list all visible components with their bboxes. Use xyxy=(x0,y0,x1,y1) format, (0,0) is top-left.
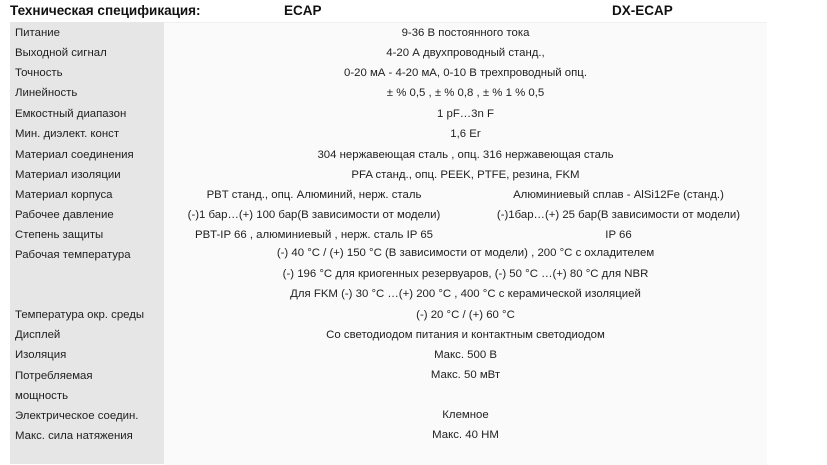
value-connection-material: 304 нержавеющая сталь , опц. 316 нержавеющая сталь xyxy=(317,149,614,161)
value-power: 9-36 В постоянного тока xyxy=(401,27,530,39)
spec-title: Техническая спецификация: xyxy=(10,3,201,18)
label-power-consumption: Потребляемая xyxy=(15,370,93,382)
value-protection-dx: IP 66 xyxy=(605,229,632,241)
label-ambient-temperature: Температура окр. среды xyxy=(15,309,145,321)
label-display: Дисплей xyxy=(15,329,61,341)
value-insulation-material: PFA станд., опц. PEEK, PTFE, резина, FKM xyxy=(351,169,580,181)
label-isolation: Изоляция xyxy=(15,349,67,361)
label-connection-material: Материал соединения xyxy=(15,149,134,161)
label-capacitive-range: Емкостный диапазон xyxy=(15,108,127,120)
label-housing-material: Материал корпуса xyxy=(15,189,113,201)
value-working-temperature-1: (-) 40 °C / (+) 150 °C (В зависимости от модели) , 200 °C с охладителем xyxy=(276,247,655,259)
value-working-temperature-2: (-) 196 °C для криогенных резервуаров, (-) 50 °C …(+) 80 °C для NBR xyxy=(282,268,649,280)
label-working-pressure: Рабочее давление xyxy=(15,209,114,221)
column-header-dx-ecap: DX-ECAP xyxy=(612,3,673,18)
value-max-tension: Макс. 40 НМ xyxy=(432,429,499,441)
value-electrical-connection: Клемное xyxy=(442,409,489,421)
label-insulation-material: Материал изоляции xyxy=(15,169,121,181)
column-header-ecap: ECAP xyxy=(284,3,322,18)
value-output: 4-20 А двухпроводный станд., xyxy=(386,47,545,59)
label-linearity: Линейность xyxy=(15,87,78,99)
value-ambient-temperature: (-) 20 °C / (+) 60 °C xyxy=(416,309,515,321)
label-accuracy: Точность xyxy=(15,67,63,79)
label-max-tension: Макс. сила натяжения xyxy=(15,430,133,442)
value-housing-material-ecap: PBT станд., опц. Алюминий, нерж. сталь xyxy=(206,189,422,201)
label-protection: Степень защиты xyxy=(15,229,104,241)
value-working-temperature-3: Для FKM (-) 30 °C …(+) 200 °C , 400 °C с керамической изоляцией xyxy=(290,288,641,300)
value-accuracy: 0-20 мА - 4-20 мА, 0-10 В трехпроводный опц. xyxy=(344,67,587,79)
value-working-pressure-dx: (-)1бар…(+) 25 бар(В зависимости от модели) xyxy=(496,209,741,221)
spec-table xyxy=(10,22,767,464)
label-min-dielectric: Мин. диэлект. конст xyxy=(15,128,120,140)
label-power: Питание xyxy=(15,27,60,39)
value-protection-ecap: PBT-IP 66 , алюминиевый , нерж. сталь IP 65 xyxy=(194,229,434,241)
label-output: Выходной сигнал xyxy=(15,47,107,59)
value-power-consumption: Макс. 50 мВт xyxy=(430,369,501,381)
value-display: Со светодиодом питания и контактным светодиодом xyxy=(326,329,605,341)
label-working-temperature: Рабочая температура xyxy=(15,249,131,261)
label-electrical-connection: Электрическое соедин. xyxy=(15,410,139,422)
value-isolation: Макс. 500 В xyxy=(434,349,497,361)
label-power-consumption-cont: мощность xyxy=(15,390,69,402)
value-working-pressure-ecap: (-)1 бар…(+) 100 бар(В зависимости от модели) xyxy=(187,209,441,221)
value-housing-material-dx: Алюминиевый сплав - AlSi12Fe (станд.) xyxy=(513,189,724,201)
value-min-dielectric: 1,6 Er xyxy=(450,128,481,140)
value-capacitive-range: 1 pF…3n F xyxy=(437,108,494,120)
value-linearity: ± % 0,5 , ± % 0,8 , ± % 1 % 0,5 xyxy=(386,87,545,99)
